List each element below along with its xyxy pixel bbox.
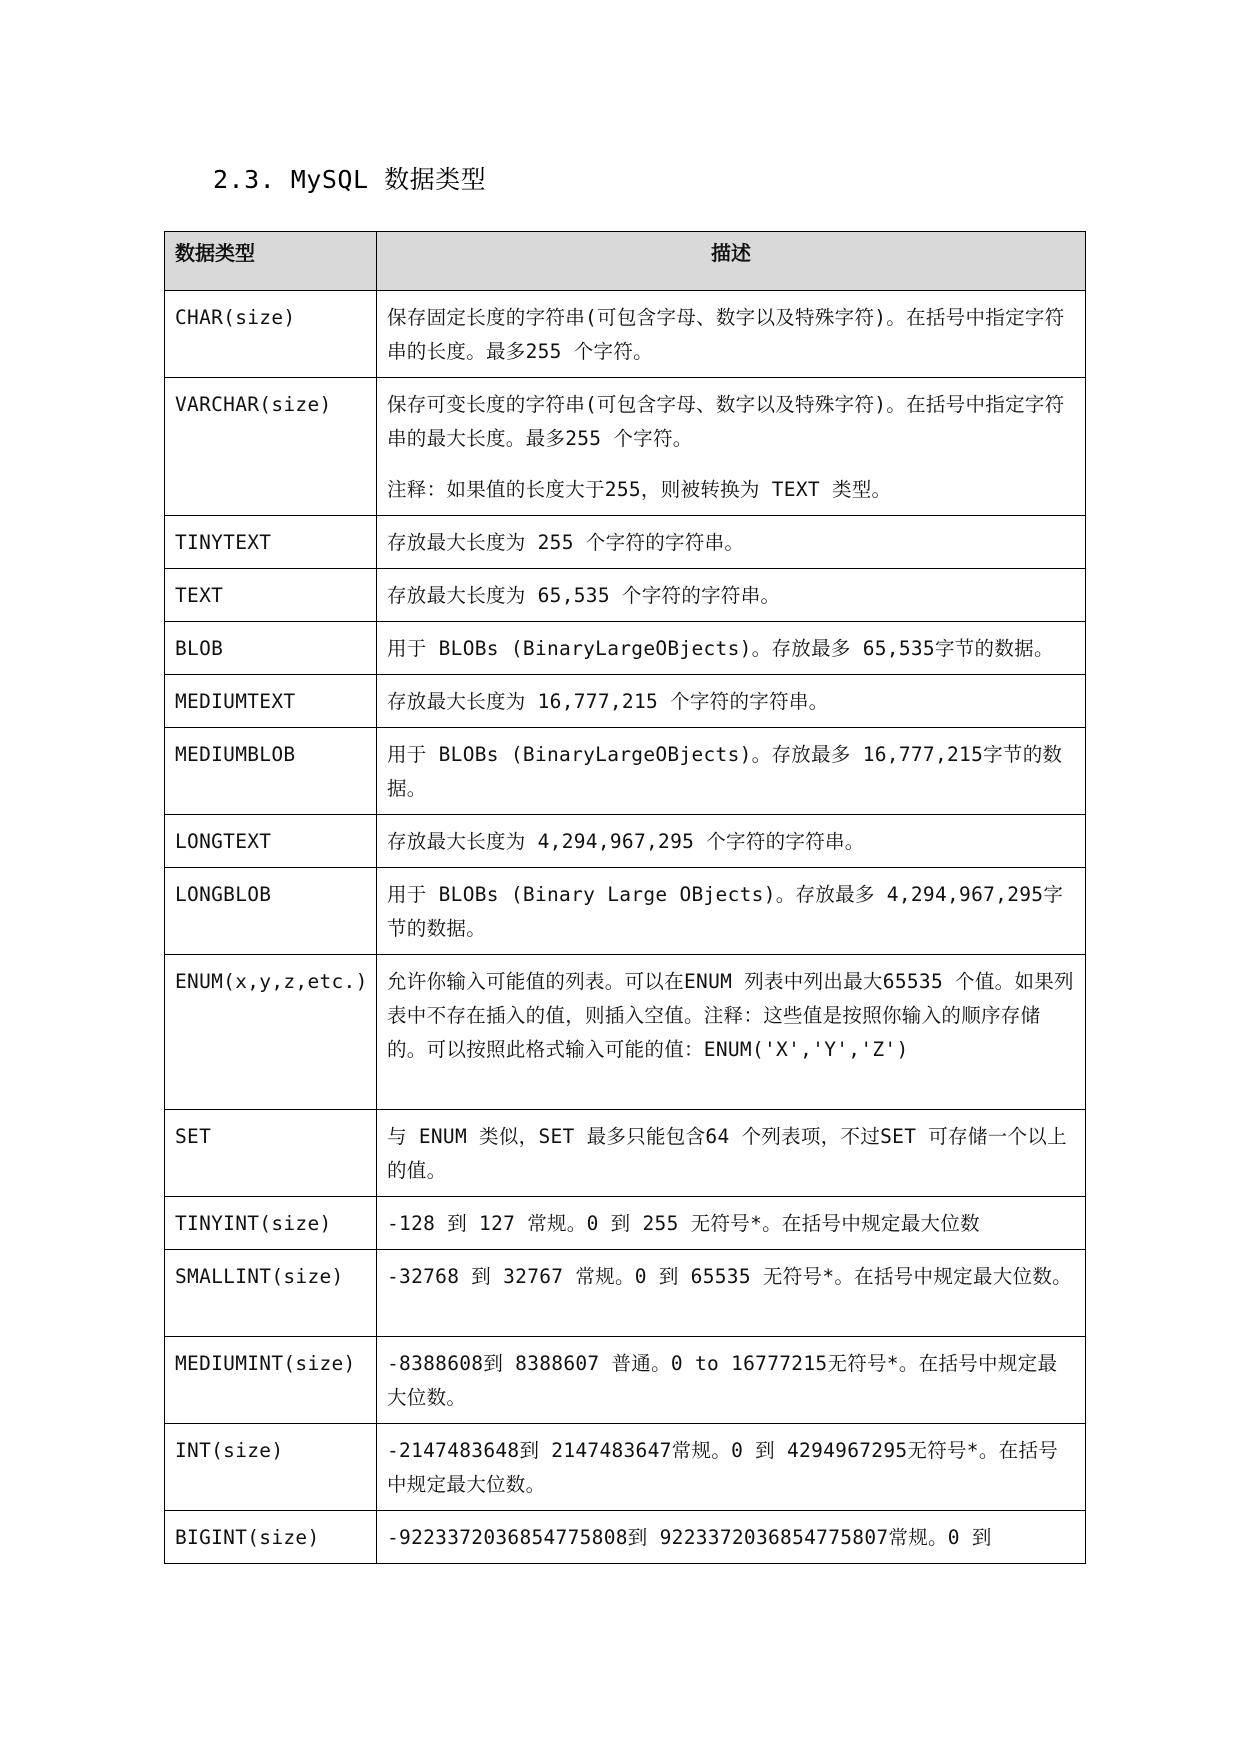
description-cell: 存放最大长度为 16,777,215 个字符的字符串。	[377, 675, 1086, 728]
description-cell: -8388608到 8388607 普通。0 to 16777215无符号*。在括号中规定最大位数。	[377, 1337, 1086, 1424]
type-cell: ENUM(x,y,z,etc.)	[165, 955, 377, 1110]
description-text: 保存可变长度的字符串(可包含字母、数字以及特殊字符)。在括号中指定字符串的最大长度。最多255 个字符。	[387, 393, 1065, 450]
type-cell: LONGBLOB	[165, 868, 377, 955]
description-cell: 存放最大长度为 65,535 个字符的字符串。	[377, 569, 1086, 622]
type-cell: BIGINT(size)	[165, 1511, 377, 1564]
type-cell: SMALLINT(size)	[165, 1250, 377, 1337]
description-cell: 存放最大长度为 255 个字符的字符串。	[377, 516, 1086, 569]
table-row	[165, 1250, 1086, 1337]
table-row	[165, 1424, 1086, 1511]
type-cell: TINYTEXT	[165, 516, 377, 569]
mysql-data-types-table	[164, 231, 1086, 1564]
type-cell: SET	[165, 1110, 377, 1197]
description-cell	[377, 378, 1086, 516]
description-cell: -32768 到 32767 常规。0 到 65535 无符号*。在括号中规定最大位数。	[377, 1250, 1086, 1337]
type-cell: TEXT	[165, 569, 377, 622]
type-cell: MEDIUMTEXT	[165, 675, 377, 728]
table-row	[165, 1110, 1086, 1197]
header-description: 描述	[377, 232, 1086, 291]
description-cell: 用于 BLOBs (BinaryLargeOBjects)。存放最多 65,535字节的数据。	[377, 622, 1086, 675]
type-cell: INT(size)	[165, 1424, 377, 1511]
description-cell: 与 ENUM 类似，SET 最多只能包含64 个列表项，不过SET 可存储一个以上的值。	[377, 1110, 1086, 1197]
type-cell: BLOB	[165, 622, 377, 675]
description-cell: 用于 BLOBs (Binary Large OBjects)。存放最多 4,294,967,295字节的数据。	[377, 868, 1086, 955]
description-cell: 用于 BLOBs (BinaryLargeOBjects)。存放最多 16,777,215字节的数据。	[377, 728, 1086, 815]
table-row	[165, 569, 1086, 622]
table-row	[165, 675, 1086, 728]
type-cell: VARCHAR(size)	[165, 378, 377, 516]
description-cell: -128 到 127 常规。0 到 255 无符号*。在括号中规定最大位数	[377, 1197, 1086, 1250]
type-cell: MEDIUMINT(size)	[165, 1337, 377, 1424]
table-row	[165, 1337, 1086, 1424]
table-header-row	[165, 232, 1086, 291]
description-cell: 保存固定长度的字符串(可包含字母、数字以及特殊字符)。在括号中指定字符串的长度。最多255 个字符。	[377, 291, 1086, 378]
description-cell: 存放最大长度为 4,294,967,295 个字符的字符串。	[377, 815, 1086, 868]
type-cell: LONGTEXT	[165, 815, 377, 868]
type-cell: CHAR(size)	[165, 291, 377, 378]
table-row	[165, 291, 1086, 378]
table-row	[165, 815, 1086, 868]
type-cell: MEDIUMBLOB	[165, 728, 377, 815]
description-cell: -2147483648到 2147483647常规。0 到 4294967295无符号*。在括号中规定最大位数。	[377, 1424, 1086, 1511]
table-row	[165, 622, 1086, 675]
table-row	[165, 1197, 1086, 1250]
table-row	[165, 955, 1086, 1110]
type-cell: TINYINT(size)	[165, 1197, 377, 1250]
table-row	[165, 1511, 1086, 1564]
header-data-type: 数据类型	[165, 232, 377, 291]
table-row	[165, 378, 1086, 516]
table-row	[165, 516, 1086, 569]
section-heading: 2.3. MySQL 数据类型	[213, 165, 487, 194]
description-cell: 允许你输入可能值的列表。可以在ENUM 列表中列出最大65535 个值。如果列表中不存在插入的值，则插入空值。注释：这些值是按照你输入的顺序存储的。可以按照此格式输入可能的值：ENUM('X','Y','Z')	[377, 955, 1086, 1110]
note-text: 注释：如果值的长度大于255，则被转换为 TEXT 类型。	[387, 478, 892, 501]
table-row	[165, 728, 1086, 815]
description-cell: -9223372036854775808到 9223372036854775807常规。0 到	[377, 1511, 1086, 1564]
table-row	[165, 868, 1086, 955]
